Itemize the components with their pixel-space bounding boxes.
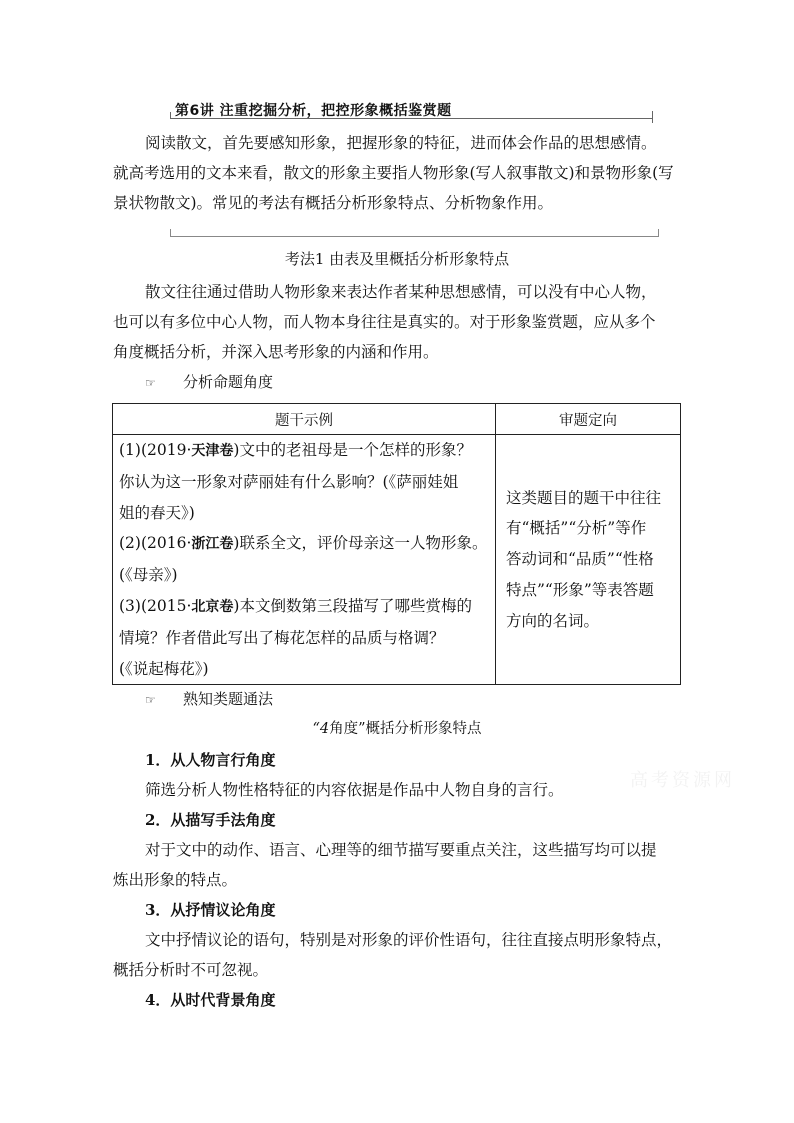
intro-divider-right-tick xyxy=(658,229,659,237)
section-analysis-angle-label: 分析命题角度 xyxy=(183,373,274,391)
table-header-examples: 题干示例 xyxy=(113,404,496,435)
table-header-row xyxy=(113,404,681,435)
direction-line: 答动词和“品质”“性格 xyxy=(506,550,654,569)
example-line: 姐的春天》) xyxy=(119,503,195,522)
method-line-2: 也可以有多位中心人物，而人物本身往往是真实的。对于形象鉴赏题，应从多个 xyxy=(113,313,656,331)
example-line: 情境？作者借此写出了梅花怎样的品质与格调？ xyxy=(119,628,445,647)
section-analysis-angle xyxy=(113,367,683,398)
header-rule xyxy=(170,118,652,119)
angles-title: “4角度”概括分析形象特点 xyxy=(312,721,482,737)
table-row xyxy=(113,435,681,685)
intro-paragraph xyxy=(113,128,690,218)
angles-list xyxy=(113,745,688,1015)
angle-text: 概括分析时不可忽视。 xyxy=(113,961,269,979)
example-line: 你认为这一形象对萨丽娃有什么影响？(《萨丽娃姐 xyxy=(119,472,459,491)
intro-line-2: 就高考选用的文本来看，散文的形象主要指人物形象(写人叙事散文)和景物形象(写 xyxy=(113,164,674,182)
examples-cell xyxy=(113,435,496,685)
intro-line-1: 阅读散文，首先要感知形象，把握形象的特征，进而体会作品的思想感情。 xyxy=(145,134,657,152)
header-rule-left-tick xyxy=(170,112,171,119)
intro-line-3: 景状物散文)。常见的考法有概括分析形象特点、分析物象作用。 xyxy=(113,194,554,212)
angle-text: 文中抒情议论的语句，特别是对形象的评价性语句，往往直接点明形象特点， xyxy=(145,931,673,949)
example-line: (2)(2016·浙江卷)联系全文，评价母亲这一人物形象。 xyxy=(119,534,488,553)
pointing-hand-icon: ☞ xyxy=(145,376,156,390)
angle-heading: 2．从描写手法角度 xyxy=(145,811,276,829)
angle-text: 对于文中的动作、语言、心理等的细节描写要重点关注，这些描写均可以提 xyxy=(145,841,657,859)
example-line: (《说起梅花》) xyxy=(119,659,209,678)
question-table xyxy=(112,403,681,685)
direction-line: 特点”“形象”等表答题 xyxy=(506,581,654,600)
direction-line: 这类题目的题干中往往 xyxy=(506,488,662,507)
angle-heading: 4．从时代背景角度 xyxy=(145,991,276,1009)
intro-divider xyxy=(170,236,658,237)
example-line: (1)(2019·天津卷)文中的老祖母是一个怎样的形象？ xyxy=(119,441,472,459)
table-header-direction: 审题定向 xyxy=(496,404,681,435)
example-line: (3)(2015·北京卷)本文倒数第三段描写了哪些赏梅的 xyxy=(119,596,472,615)
example-line: (《母亲》) xyxy=(119,566,178,585)
section-methods-label: 熟知类题通法 xyxy=(183,690,274,708)
angle-heading: 1．从人物言行角度 xyxy=(145,751,276,769)
intro-divider-left-tick xyxy=(170,229,171,237)
direction-cell xyxy=(496,435,681,685)
angle-text: 炼出形象的特点。 xyxy=(113,871,238,889)
method-line-3: 角度概括分析，并深入思考形象的内涵和作用。 xyxy=(113,343,439,361)
section-methods xyxy=(145,686,273,713)
chapter-title: 第6讲 注重挖掘分析，把控形象概括鉴赏题 xyxy=(175,103,452,119)
direction-line: 有“概括”“分析”等作 xyxy=(506,519,647,538)
method-body xyxy=(113,277,683,398)
angle-heading: 3．从抒情议论角度 xyxy=(145,901,276,919)
method-line-1: 散文往往通过借助人物形象来表达作者某种思想感情，可以没有中心人物， xyxy=(145,283,657,301)
angle-text: 筛选分析人物性格特征的内容依据是作品中人物自身的言行。 xyxy=(145,781,564,799)
watermark: 高考资源网 xyxy=(630,770,735,791)
method-title: 考法1 由表及里概括分析形象特点 xyxy=(284,250,510,268)
pointing-hand-icon: ☞ xyxy=(145,693,156,707)
header-rule-right-tick xyxy=(652,111,653,123)
direction-line: 方向的名词。 xyxy=(506,611,600,630)
